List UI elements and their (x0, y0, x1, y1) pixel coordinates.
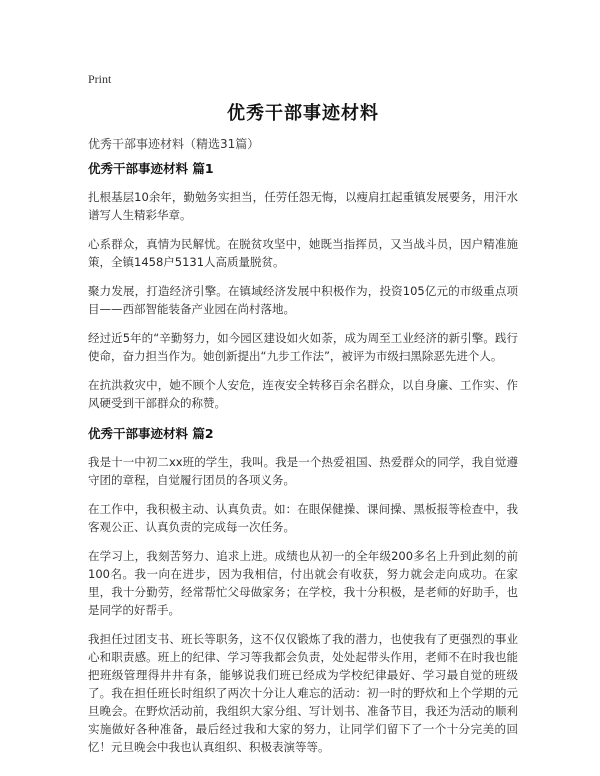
paragraph: 我是十一中初二xx班的学生，我叫。我是一个热爱祖国、热爱群众的同学，我自觉遵守团的章程，自觉履行团员的各项义务。 (88, 455, 518, 487)
section-2 (88, 425, 518, 756)
page-title: 优秀干部事迹材料 (227, 103, 379, 124)
section-1 (88, 160, 518, 412)
document-body (88, 160, 518, 767)
paragraph: 在学习上，我刻苦努力、追求上进。成绩也从初一的全年级200多名上升到此刻的前100名。我一向在进步，因为我相信，付出就会有收获，努力就会走向成功。在家里，我十分勤劳，经常帮忙父母做家务；在学校，我十分积极，是老师的好助手，也是同学的好帮手。 (88, 549, 518, 617)
paragraph: 心系群众，真情为民解忧。在脱贫攻坚中，她既当指挥员，又当战斗员，因户精准施策，全镇1458户5131人高质量脱贫。 (88, 237, 518, 269)
document-subtitle: 优秀干部事迹材料（精选31篇） (88, 137, 260, 151)
print-link[interactable]: Print (88, 72, 112, 86)
paragraph: 我担任过团支书、班长等职务，这不仅仅锻炼了我的潜力，也使我有了更强烈的事业心和职责感。班上的纪律、学习等我都会负责，处处起带头作用，老师不在时我也能把班级管理得井井有条，能够说我们班已经成为学校纪律最好、学习最自觉的班级了。我在担任班长时组织了两次十分让人难忘的活动：初一时的野炊和上个学期的元旦晚会。在野炊活动前，我组织大家分组、写计划书、准备节目，我还为活动的顺利实施做好各种准备，最后经过我和大家的努力，让同学们留下了一个十分完美的回忆！元旦晚会中我也认真组织、积极表演等等。 (88, 632, 518, 754)
paragraph: 在抗洪救灾中，她不顾个人安危，连夜安全转移百余名群众，以自身廉、工作实、作风硬受到干部群众的称赞。 (88, 378, 518, 410)
section-heading: 优秀干部事迹材料 篇1 (88, 161, 214, 176)
paragraph: 聚力发展，打造经济引擎。在镇域经济发展中积极作为，投资105亿元的市级重点项目——西部智能装备产业园在尚村落地。 (88, 284, 518, 316)
paragraph: 在工作中，我积极主动、认真负责。如：在眼保健操、课间操、黑板报等检查中，我客观公正、认真负责的完成每一次任务。 (88, 502, 518, 534)
paragraph: 扎根基层10余年，勤勉务实担当，任劳任怨无悔，以瘦肩扛起重镇发展要务，用汗水谱写人生精彩华章。 (88, 190, 518, 222)
paragraph: 经过近5年的“辛勤努力，如今园区建设如火如荼，成为周至工业经济的新引擎。践行使命，奋力担当作为。她创新提出“九步工作法”，被评为市级扫黑除恶先进个人。 (88, 331, 518, 363)
section-heading: 优秀干部事迹材料 篇2 (88, 426, 214, 441)
